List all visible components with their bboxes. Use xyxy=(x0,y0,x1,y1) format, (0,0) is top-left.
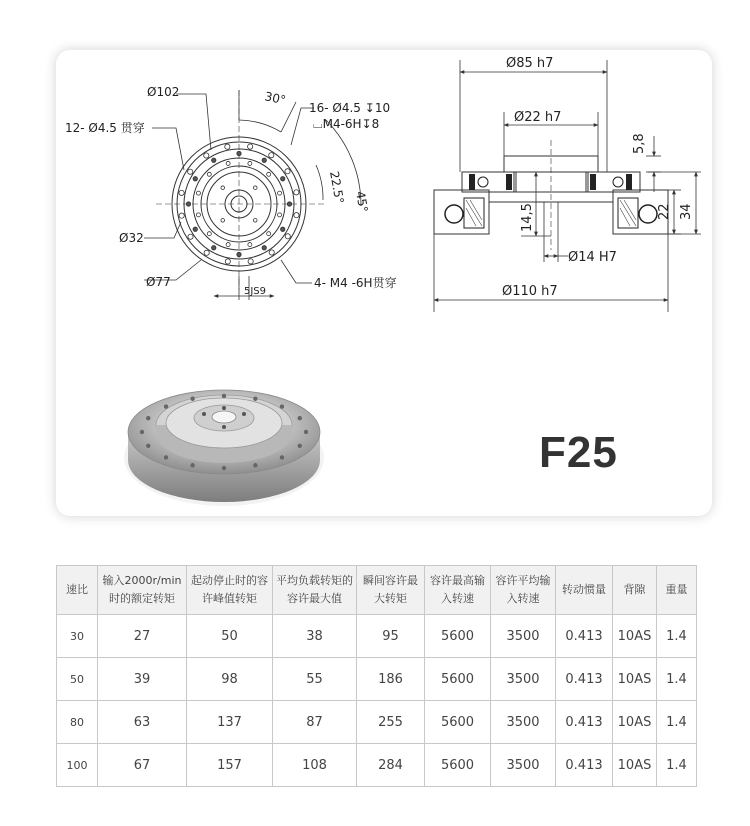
header-avg-load-torque: 平均负载转矩的容许最大值 xyxy=(273,566,357,615)
table-cell: 50 xyxy=(187,615,273,658)
table-cell: 137 xyxy=(187,701,273,744)
dim-d102: Ø102 xyxy=(147,85,180,99)
dim-d110: Ø110 h7 xyxy=(502,284,558,299)
header-peak-torque: 起动停止时的容许峰值转矩 xyxy=(187,566,273,615)
render-hole xyxy=(298,416,302,420)
render-hole xyxy=(280,455,284,459)
render-hole xyxy=(253,463,257,467)
render-hole xyxy=(146,444,150,448)
dim-4-holes: 4- M4 -6H贯穿 xyxy=(314,276,397,290)
dim-angle-30: 30° xyxy=(263,89,288,108)
drawing-hole xyxy=(285,234,290,239)
render-hole xyxy=(222,394,226,398)
table-cell: 98 xyxy=(187,658,273,701)
drawing-hole xyxy=(253,186,257,190)
render-hole xyxy=(146,416,150,420)
table-cell: 284 xyxy=(357,744,425,787)
table-cell: 3500 xyxy=(491,615,556,658)
table-cell: 50 xyxy=(57,658,98,701)
header-weight: 重量 xyxy=(657,566,697,615)
table-cell: 67 xyxy=(98,744,187,787)
table-cell: 1.4 xyxy=(657,744,697,787)
render-hole xyxy=(253,397,257,401)
table-cell: 10AS xyxy=(613,744,657,787)
table-header-row xyxy=(57,566,697,615)
table-cell: 3500 xyxy=(491,744,556,787)
drawing-hole xyxy=(193,177,197,181)
drawing-hole xyxy=(281,227,285,231)
table-cell: 5600 xyxy=(425,701,491,744)
table-row xyxy=(57,658,697,701)
table-cell: 0.413 xyxy=(556,701,613,744)
header-ratio: 速比 xyxy=(57,566,98,615)
model-name: F25 xyxy=(539,428,618,477)
drawing-hole xyxy=(269,153,274,158)
dim-angle-22-5: 22.5° xyxy=(327,170,347,205)
table-cell: 5600 xyxy=(425,744,491,787)
table-cell: 108 xyxy=(273,744,357,787)
header-max-input-speed: 容许最高输入转速 xyxy=(425,566,491,615)
render-hole xyxy=(140,430,144,434)
drawing-hole xyxy=(196,191,200,195)
render-hole xyxy=(304,430,308,434)
table-cell: 100 xyxy=(57,744,98,787)
drawing-hole xyxy=(193,227,197,231)
render-hole xyxy=(164,404,168,408)
table-cell: 10AS xyxy=(613,615,657,658)
table-cell: 80 xyxy=(57,701,98,744)
drawing-hole xyxy=(188,234,193,239)
dim-12-holes: 12- Ø4.5 贯穿 xyxy=(65,121,145,135)
drawing-hole xyxy=(248,144,253,149)
drawing-hole xyxy=(221,186,225,190)
table-cell: 38 xyxy=(273,615,357,658)
table-cell: 255 xyxy=(357,701,425,744)
render-hole xyxy=(190,397,194,401)
header-momentary-torque: 瞬间容许最大转矩 xyxy=(357,566,425,615)
dim-22: 22 xyxy=(657,203,672,220)
drawing-hole xyxy=(226,161,230,165)
drawing-hole xyxy=(188,169,193,174)
drawing-hole xyxy=(237,151,241,155)
render-hole xyxy=(190,463,194,467)
header-backlash: 背隙 xyxy=(613,566,657,615)
dim-d22: Ø22 h7 xyxy=(514,110,562,125)
drawing-hole xyxy=(281,177,285,181)
drawing-hole xyxy=(285,169,290,174)
drawing-hole xyxy=(207,232,211,236)
drawing-hole xyxy=(294,190,299,195)
table-cell: 30 xyxy=(57,615,98,658)
render-hole xyxy=(222,466,226,470)
header-avg-input-speed: 容许平均输入转速 xyxy=(491,566,556,615)
dim-14-5: 14,5 xyxy=(520,203,535,232)
table-cell: 3500 xyxy=(491,658,556,701)
table-cell: 10AS xyxy=(613,701,657,744)
drawing-hole xyxy=(269,250,274,255)
dim-d32: Ø32 xyxy=(119,231,144,245)
drawing-hole xyxy=(267,232,271,236)
drawing-hole xyxy=(294,213,299,218)
drawing-hole xyxy=(225,144,230,149)
render-hole xyxy=(298,444,302,448)
dim-d14: Ø14 H7 xyxy=(568,250,617,265)
drawing-hole xyxy=(226,243,230,247)
table-cell: 5600 xyxy=(425,615,491,658)
drawing-hole xyxy=(287,202,291,206)
table-cell: 1.4 xyxy=(657,658,697,701)
drawing-hole xyxy=(186,202,190,206)
drawing-hole xyxy=(221,218,225,222)
drawing-hole xyxy=(237,252,241,256)
dim-d77: Ø77 xyxy=(146,275,171,289)
table-cell: 186 xyxy=(357,658,425,701)
drawing-hole xyxy=(248,243,252,247)
product-card xyxy=(56,50,712,516)
render-hole xyxy=(164,455,168,459)
drawing-hole xyxy=(207,172,211,176)
table-cell: 157 xyxy=(187,744,273,787)
render-hole xyxy=(280,404,284,408)
header-rated-torque: 输入2000r/min时的额定转矩 xyxy=(98,566,187,615)
drawing-hole xyxy=(212,246,216,250)
header-inertia: 转动惯量 xyxy=(556,566,613,615)
drawing-hole xyxy=(225,259,230,264)
table-cell: 39 xyxy=(98,658,187,701)
drawing-hole xyxy=(179,190,184,195)
table-cell: 0.413 xyxy=(556,615,613,658)
table-cell: 0.413 xyxy=(556,658,613,701)
table-cell: 3500 xyxy=(491,701,556,744)
dim-keyway: 5JS9 xyxy=(244,286,267,297)
drawing-hole xyxy=(204,250,209,255)
table-cell: 1.4 xyxy=(657,701,697,744)
table-row xyxy=(57,744,697,787)
table-cell: 95 xyxy=(357,615,425,658)
table-cell: 63 xyxy=(98,701,187,744)
drawing-hole xyxy=(212,158,216,162)
dim-d85: Ø85 h7 xyxy=(506,56,554,71)
table-cell: 55 xyxy=(273,658,357,701)
side-view xyxy=(434,140,668,250)
product-render xyxy=(124,390,324,506)
drawing-hole xyxy=(196,213,200,217)
spec-table xyxy=(56,565,697,787)
table-cell: 0.413 xyxy=(556,744,613,787)
table-cell: 87 xyxy=(273,701,357,744)
drawing-hole xyxy=(278,191,282,195)
table-cell: 27 xyxy=(98,615,187,658)
dim-16-holes: 16- Ø4.5 ↧10 xyxy=(309,101,391,115)
drawing-hole xyxy=(253,218,257,222)
drawing-hole xyxy=(278,213,282,217)
drawing-hole xyxy=(204,153,209,158)
table-cell: 5600 xyxy=(425,658,491,701)
drawing-hole xyxy=(262,158,266,162)
table-cell: 10AS xyxy=(613,658,657,701)
dim-34: 34 xyxy=(679,203,694,220)
drawing-hole xyxy=(262,246,266,250)
dim-angle-45: 45° xyxy=(353,190,371,214)
drawing-hole xyxy=(248,161,252,165)
drawing-hole xyxy=(179,213,184,218)
table-row xyxy=(57,615,697,658)
dim-5-8: 5,8 xyxy=(632,133,647,154)
drawing-hole xyxy=(267,172,271,176)
dim-16-thread: ⌴M4-6H↧8 xyxy=(313,117,380,131)
table-cell: 1.4 xyxy=(657,615,697,658)
side-view-bearings xyxy=(445,174,657,228)
table-row xyxy=(57,701,697,744)
drawing-hole xyxy=(248,259,253,264)
